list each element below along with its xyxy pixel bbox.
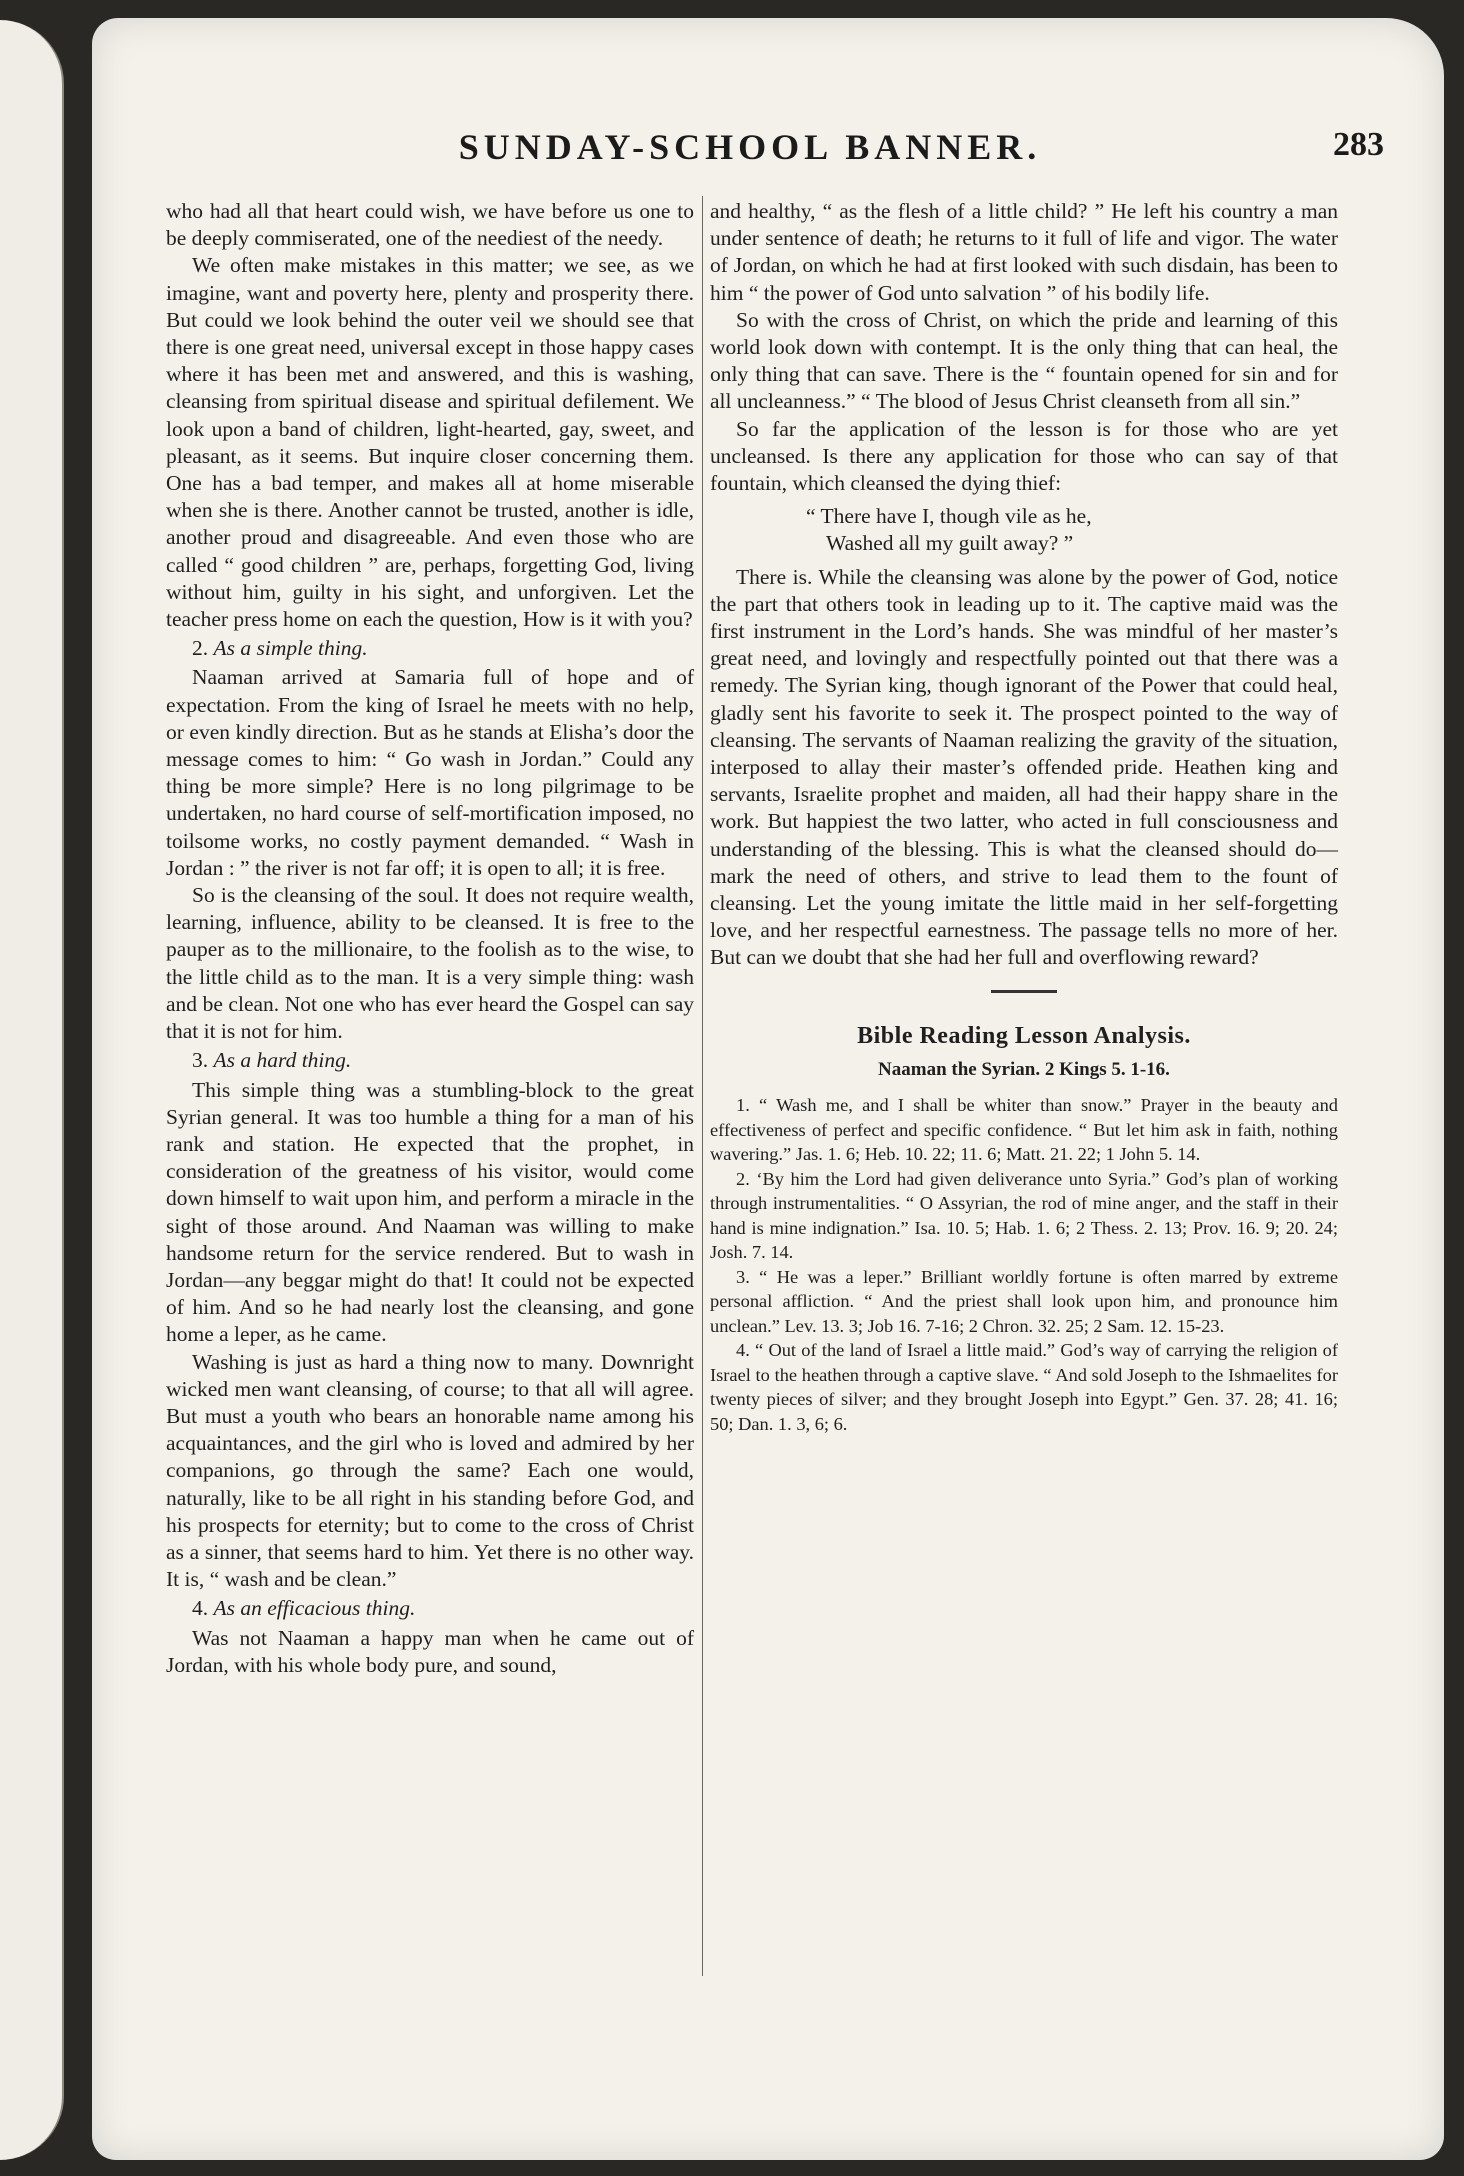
analysis-subtitle: Naaman the Syrian. 2 Kings 5. 1-16.: [878, 1058, 1170, 1080]
paragraph: So is the cleansing of the soul. It does not require wealth, learning, influence, ability to be cleansed. It is free to the pauper as to the millionaire, to the foolish as to the wise, to the little child as to the man. It is a very simple thing: wash and be clean. Not one who has ever heard the Gospel can say that it is not for him.: [166, 883, 694, 1044]
section-heading: [192, 1595, 694, 1622]
section-number: 3.: [192, 1048, 214, 1073]
left-column: [166, 198, 694, 1679]
section-title: As a simple thing.: [213, 636, 368, 661]
paragraph: Washing is just as hard a thing now to many. Downright wicked men want cleansing, of course; to that all will agree. But must a youth who bears an honorable name among his acquaintances, and the girl who is loved and admired by her companions, go through the same? Each one would, naturally, like to be all right in his standing before God, and his prospects for eternity; but to come to the cross of Christ as a sinner, that seems hard to him. Yet there is no other way. It is, “ wash and be clean.”: [166, 1349, 694, 1592]
right-column: [710, 198, 1338, 1436]
section-number: 2.: [192, 636, 214, 661]
paragraph: So far the application of the lesson is for those who are yet uncleansed. Is there any application for those who can say of that fountain, which cleansed the dying thief:: [710, 416, 1338, 496]
analysis-note: 3. “ He was a leper.” Brilliant worldly fortune is often marred by extreme personal affliction. “ And the priest shall look upon him, and pronounce him unclean.” Lev. 13. 3; Job 16. 7-16; 2 Chron. 32. 25; 2 Sam. 12. 15-23.: [710, 1266, 1338, 1336]
section-heading: [192, 635, 694, 662]
analysis-notes: [710, 1093, 1338, 1436]
column-divider: [702, 196, 703, 1976]
section-heading: [192, 1047, 694, 1074]
paragraph: So with the cross of Christ, on which the pride and learning of this world look down with contempt. It is the only thing that can heal, the only thing that can save. There is the “ fountain opened for sin and for all uncleanness.” “ The blood of Jesus Christ cleanseth from all sin.”: [710, 307, 1338, 414]
running-title: SUNDAY-SCHOOL BANNER.: [458, 127, 1042, 167]
section-title: As a hard thing.: [213, 1048, 352, 1073]
analysis-note: 2. ‘By him the Lord had given deliverance unto Syria.” God’s plan of working through instrumentalities. “ O Assyrian, the rod of mine anger, and the staff in their hand is mine indignation.” Isa. 10. 5; Hab. 1. 6; 2 Thess. 2. 13; Prov. 16. 9; 20. 24; Josh. 7. 14.: [710, 1168, 1338, 1263]
page-header: [92, 126, 1444, 176]
analysis-note: 4. “ Out of the land of Israel a little maid.” God’s way of carrying the religion of Israel to the heathen through a captive slave. “ And sold Joseph to the Ishmaelites for twenty pieces of silver; and they brought Joseph into Egypt.” Gen. 37. 28; 41. 16; 50; Dan. 1. 3, 6; 6.: [710, 1340, 1338, 1434]
analysis-title: Bible Reading Lesson Analysis.: [857, 1022, 1191, 1049]
book-page: [92, 18, 1444, 2160]
hymn-line: Washed all my guilt away? ”: [826, 531, 1074, 556]
hymn-quote: [806, 503, 1338, 557]
paragraph: This simple thing was a stumbling-block to the great Syrian general. It was too humble a thing for a man of his rank and station. He expected that the prophet, in consideration of the greatness of his visitor, would come down himself to wait upon him, and perform a miracle in the sight of those around. And Naaman was willing to make handsome return for the service rendered. But to wash in Jordan—any beggar might do that! It could not be expected of him. And so he had nearly lost the cleansing, and gone home a leper, as he came.: [166, 1077, 694, 1347]
section-title: As an efficacious thing.: [213, 1596, 416, 1621]
right-column-body: [710, 198, 1338, 972]
page-number: 283: [1333, 126, 1384, 163]
section-number: 4.: [192, 1596, 214, 1621]
paragraph: Was not Naaman a happy man when he came out of Jordan, with his whole body pure, and sound,: [166, 1625, 694, 1677]
paragraph: We often make mistakes in this matter; we see, as we imagine, want and poverty here, plenty and prosperity there. But could we look behind the outer veil we should see that there is one great need, universal except in those happy cases where it has been met and answered, and this is washing, cleansing from spiritual disease and spiritual defilement. We look upon a band of children, light-hearted, gay, sweet, and pleasant, as it seems. But inquire closer concerning them. One has a bad temper, and makes all at home miserable when she is there. Another cannot be trusted, another is idle, another proud and disagreeable. And even those who are called “ good children ” are, perhaps, forgetting God, living without him, guilty in his sight, and unforgiven. Let the teacher press home on each the question, How is it with you?: [166, 253, 694, 632]
hymn-line: “ There have I, though vile as he,: [806, 504, 1092, 529]
paragraph: Naaman arrived at Samaria full of hope and of expectation. From the king of Israel he meets with no help, or even kindly direction. But as he stands at Elisha’s door the message comes to him: “ Go wash in Jordan.” Could any thing be more simple? Here is no long pilgrimage to be undertaken, no hard course of self-mortification imposed, no toilsome works, no costly payment demanded. “ Wash in Jordan : ” the river is not far off; it is open to all; it is free.: [166, 665, 694, 880]
section-divider: [991, 990, 1057, 993]
paragraph: and healthy, “ as the flesh of a little child? ” He left his country a man under sentence of death; he returns to it full of life and vigor. The water of Jordan, on which he had at first looked with such disdain, has been to him “ the power of God unto salvation ” of his bodily life.: [710, 199, 1338, 305]
paragraph: There is. While the cleansing was alone by the power of God, notice the part that others took in leading up to it. The captive maid was the first instrument in the Lord’s hands. She was mindful of her master’s great need, and lovingly and respectfully pointed out that there was a remedy. The Syrian king, though ignorant of the Power that could heal, gladly sent his favorite to seek it. The prospect pointed to the way of cleansing. The servants of Naaman realizing the gravity of the situation, interposed to allay their master’s offended pride. Heathen king and servants, Israelite prophet and maiden, all had their happy share in the work. But happiest the two latter, who acted in full consciousness and understanding of the blessing. This is what the cleansed should do—mark the need of others, and strive to lead them to the fount of cleansing. Let the young imitate the little maid in her self-forgetting love, and her respectful earnestness. The passage tells no more of her. But can we doubt that she had her full and overflowing reward?: [710, 564, 1338, 970]
analysis-note: 1. “ Wash me, and I shall be whiter than snow.” Prayer in the beauty and effectiveness of perfect and specific confidence. “ But let him ask in faith, nothing wavering.” Jas. 1. 6; Heb. 10. 22; 11. 6; Matt. 21. 22; 1 John 5. 14.: [710, 1095, 1338, 1165]
paragraph: who had all that heart could wish, we have before us one to be deeply commiserated, one of the neediest of the needy.: [166, 199, 694, 251]
previous-page-edge: [0, 20, 64, 2160]
